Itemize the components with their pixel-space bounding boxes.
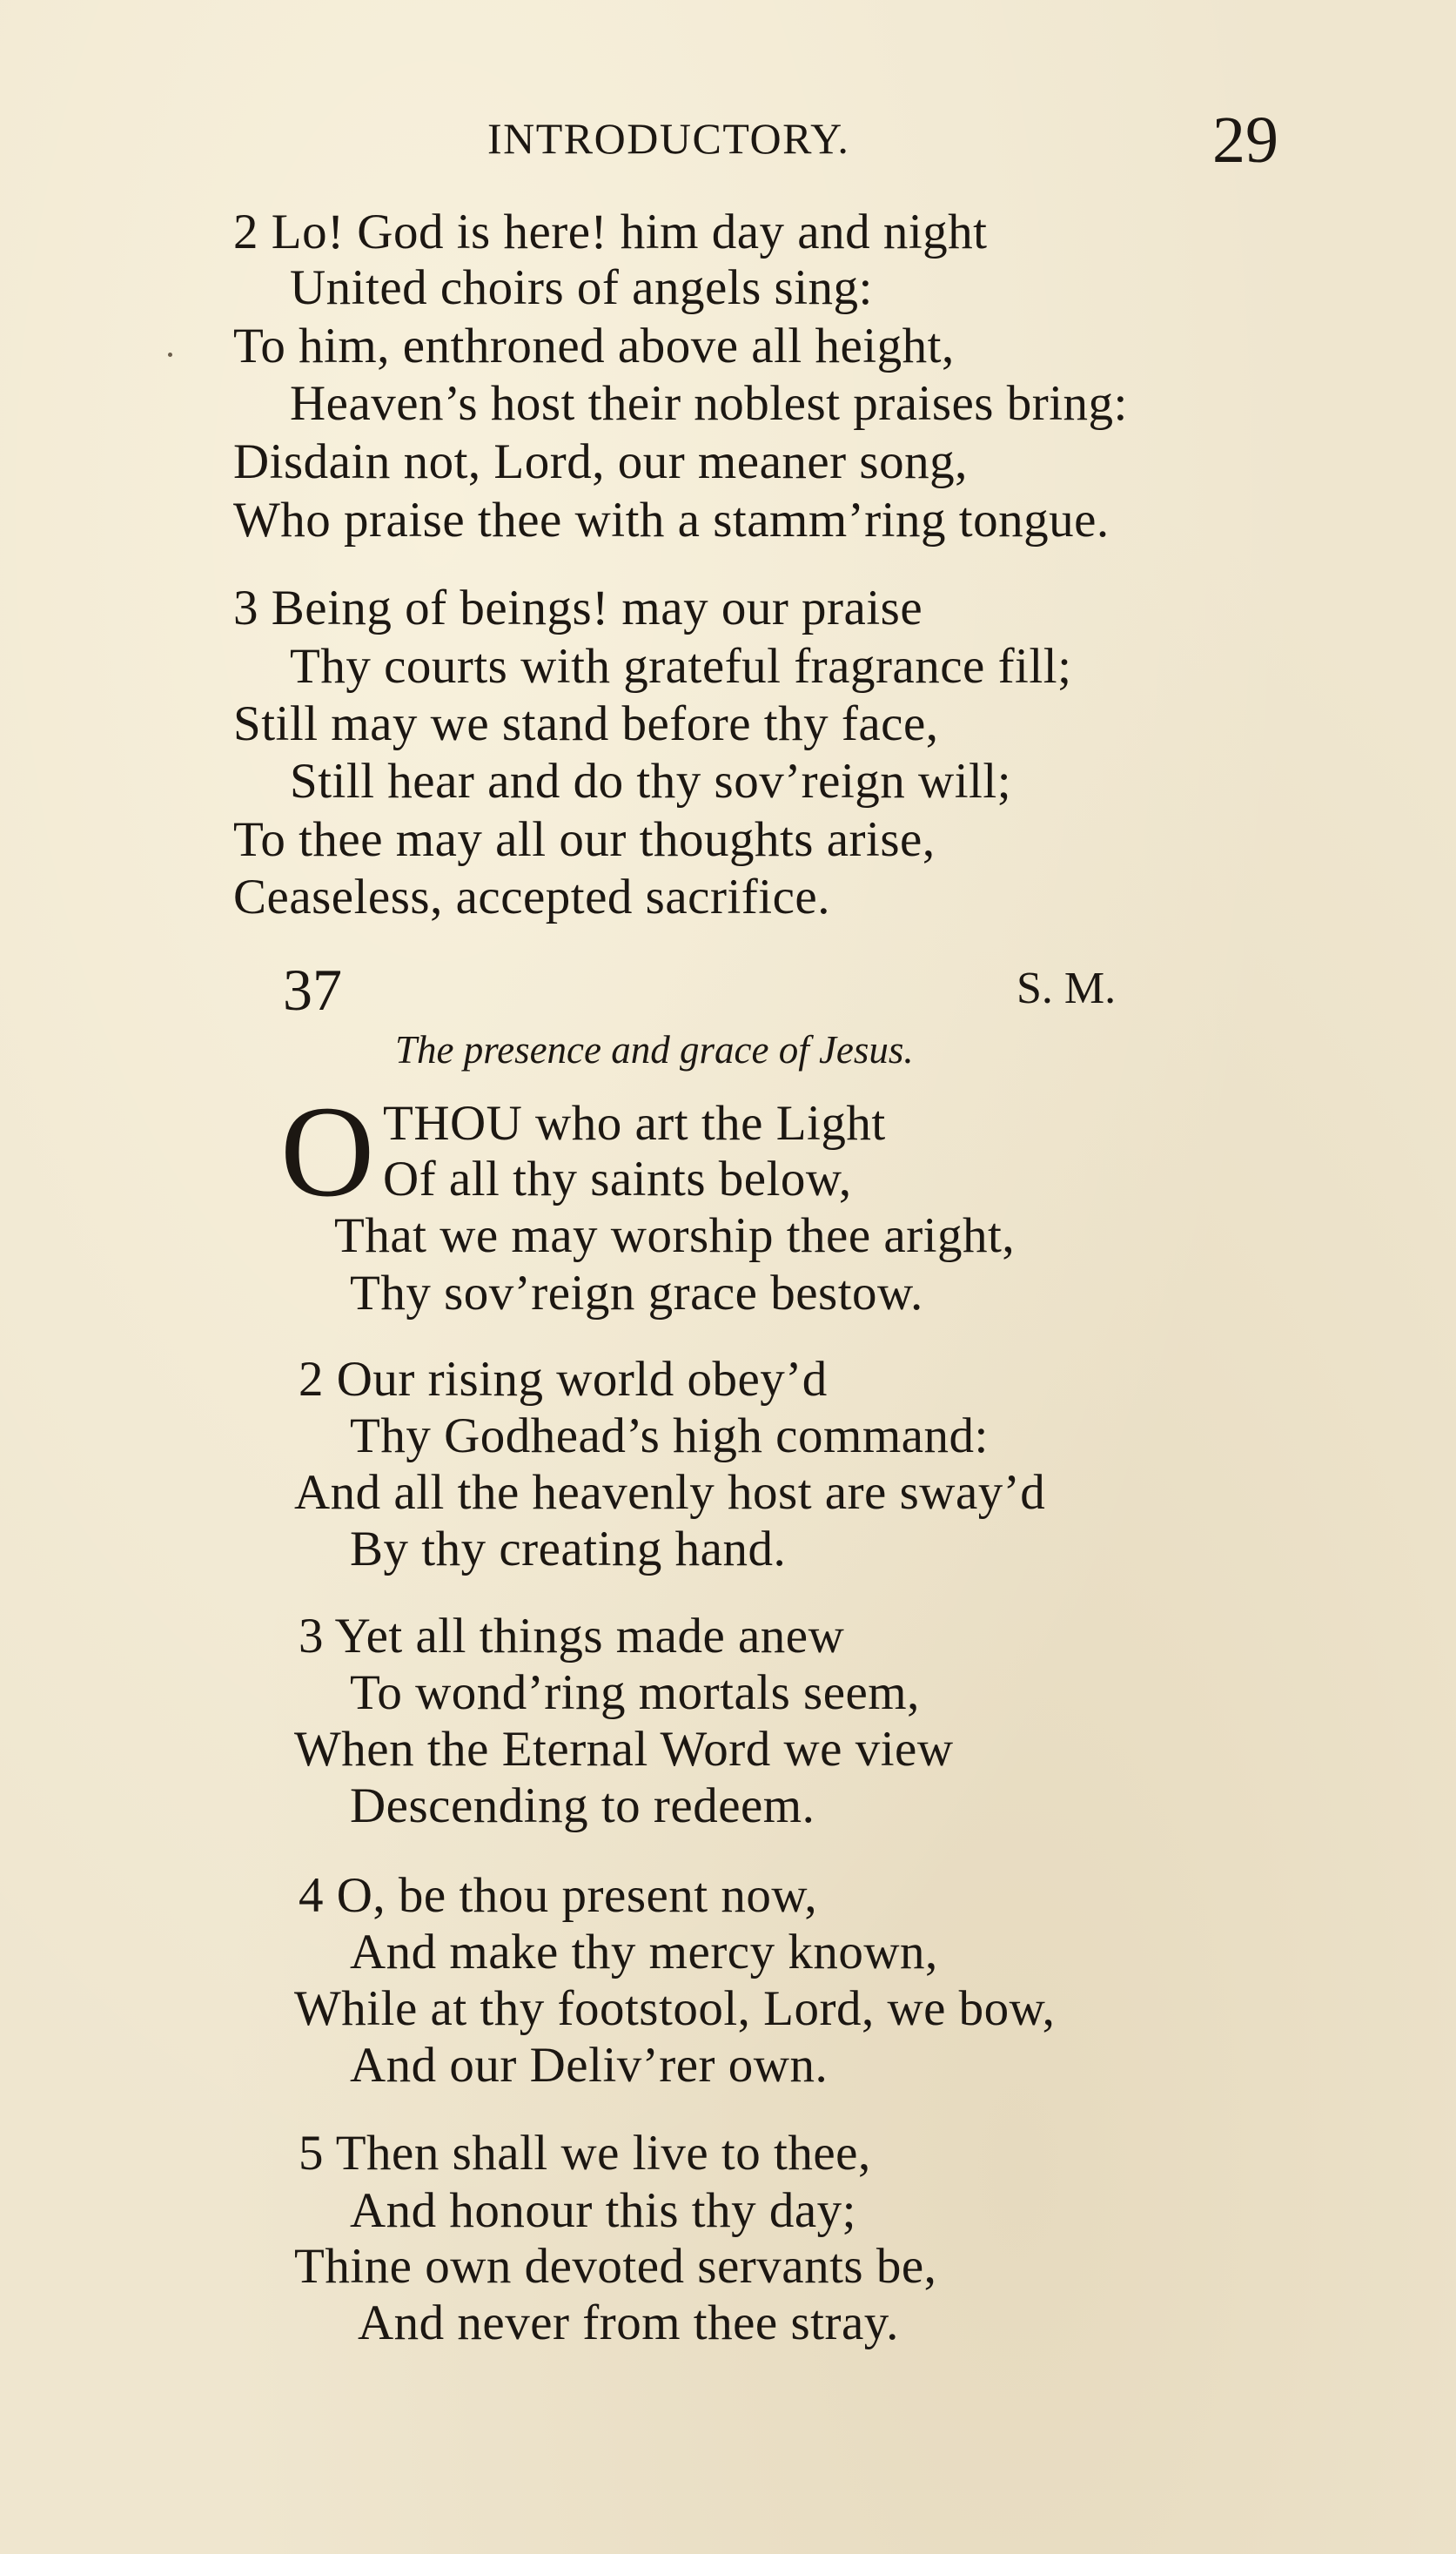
- hymn-number: 37: [283, 957, 342, 1023]
- verse-line: And all the heavenly host are sway’d: [294, 1465, 1046, 1520]
- verse-line: Thy sov’reign grace bestow.: [350, 1266, 923, 1321]
- hymn-meter: S. M.: [1017, 964, 1117, 1013]
- verse-line: And our Deliv’rer own.: [350, 2038, 829, 2093]
- verse-line: 3 Being of beings! may our praise: [233, 581, 923, 635]
- verse-line: To him, enthroned above all height,: [233, 319, 955, 373]
- verse-line: And honour this thy day;: [350, 2183, 856, 2238]
- verse-line: United choirs of angels sing:: [290, 260, 873, 315]
- paper-speck: [168, 353, 172, 357]
- verse-line: 4 O, be thou present now,: [299, 1868, 818, 1923]
- verse-line: And never from thee stray.: [358, 2295, 899, 2350]
- running-header: INTRODUCTORY.: [487, 114, 850, 163]
- verse-line: 5 Then shall we live to thee,: [299, 2126, 871, 2181]
- verse-line: Of all thy saints below,: [383, 1152, 852, 1206]
- verse-line: Still hear and do thy sov’reign will;: [290, 754, 1012, 809]
- verse-line: To wond’ring mortals seem,: [350, 1665, 920, 1720]
- page-number: 29: [1212, 104, 1278, 177]
- verse-line: 3 Yet all things made anew: [299, 1609, 845, 1663]
- verse-line: That we may worship thee aright,: [334, 1208, 1016, 1263]
- verse-line: Thy courts with grateful fragrance fill;: [290, 639, 1072, 694]
- verse-line: While at thy footstool, Lord, we bow,: [294, 1981, 1056, 2036]
- verse-line: When the Eternal Word we view: [294, 1722, 954, 1777]
- drop-cap: O: [280, 1079, 375, 1224]
- verse-line: THOU who art the Light: [383, 1096, 886, 1151]
- verse-line: 2 Lo! God is here! him day and night: [233, 205, 988, 259]
- verse-line: Who praise thee with a stamm’ring tongue.: [233, 493, 1110, 548]
- verse-line: And make thy mercy known,: [350, 1925, 938, 1979]
- verse-line: Heaven’s host their noblest praises bring:: [290, 376, 1128, 431]
- verse-line: By thy creating hand.: [350, 1522, 787, 1576]
- verse-line: Thy Godhead’s high command:: [350, 1408, 989, 1463]
- verse-line: Thine own devoted servants be,: [294, 2239, 937, 2294]
- verse-line: To thee may all our thoughts arise,: [233, 812, 936, 867]
- verse-line: Disdain not, Lord, our meaner song,: [233, 434, 968, 489]
- verse-line: Descending to redeem.: [350, 1778, 815, 1833]
- verse-line: Ceaseless, accepted sacrifice.: [233, 870, 830, 924]
- verse-line: 2 Our rising world obey’d: [299, 1352, 828, 1407]
- hymn-subtitle: The presence and grace of Jesus.: [395, 1028, 914, 1072]
- verse-line: Still may we stand before thy face,: [233, 696, 939, 751]
